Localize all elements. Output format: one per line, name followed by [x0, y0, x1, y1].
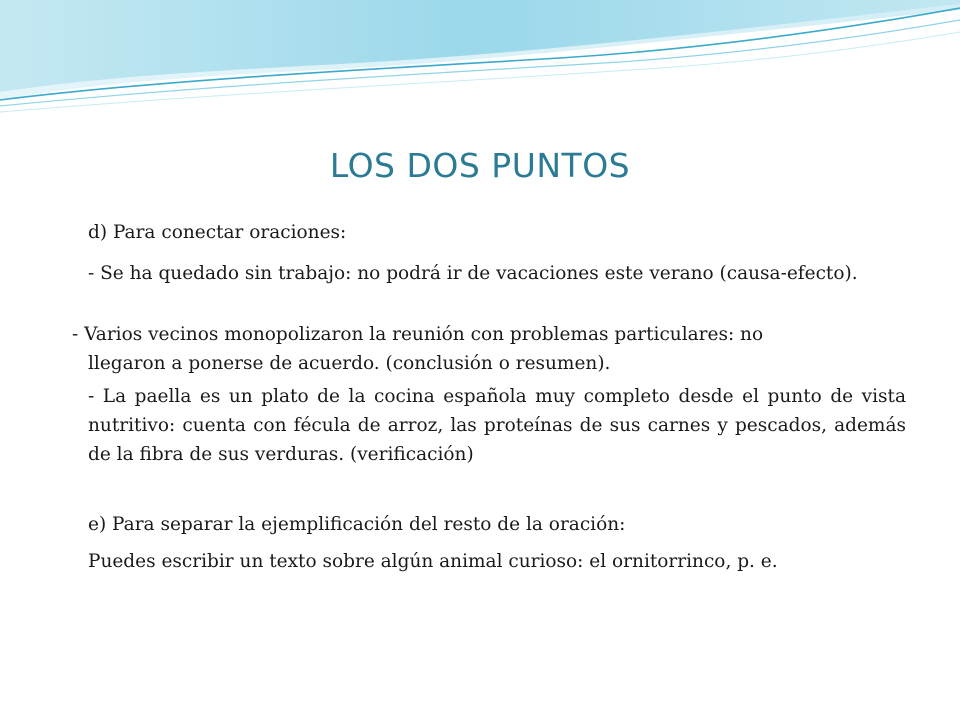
example-cause-effect: - Se ha quedado sin trabajo: no podrá ir de vacaciones este verano (causa-efecto).: [88, 263, 858, 284]
example-conclusion: [72, 320, 906, 378]
header-wave-decoration: [0, 0, 960, 130]
section-d-heading: d) Para conectar oraciones:: [88, 222, 347, 243]
slide-title: LOS DOS PUNTOS: [329, 146, 631, 185]
example-verification: - La paella es un plato de la cocina española muy completo desde el punto de vista nutritivo: cuenta con fécula de arroz, las proteínas de sus carnes y pescados, además de la fibra de sus verduras. (verificación): [88, 386, 906, 465]
section-e-heading: e) Para separar la ejemplificación del resto de la oración:: [88, 514, 626, 535]
example-exemplification: Puedes escribir un texto sobre algún animal curioso: el ornitorrinco, p. e.: [88, 551, 778, 572]
example-conclusion-line1: - Varios vecinos monopolizaron la reunión con problemas particulares: no: [72, 324, 764, 345]
example-conclusion-line2: llegaron a ponerse de acuerdo. (conclusión o resumen).: [88, 353, 611, 374]
